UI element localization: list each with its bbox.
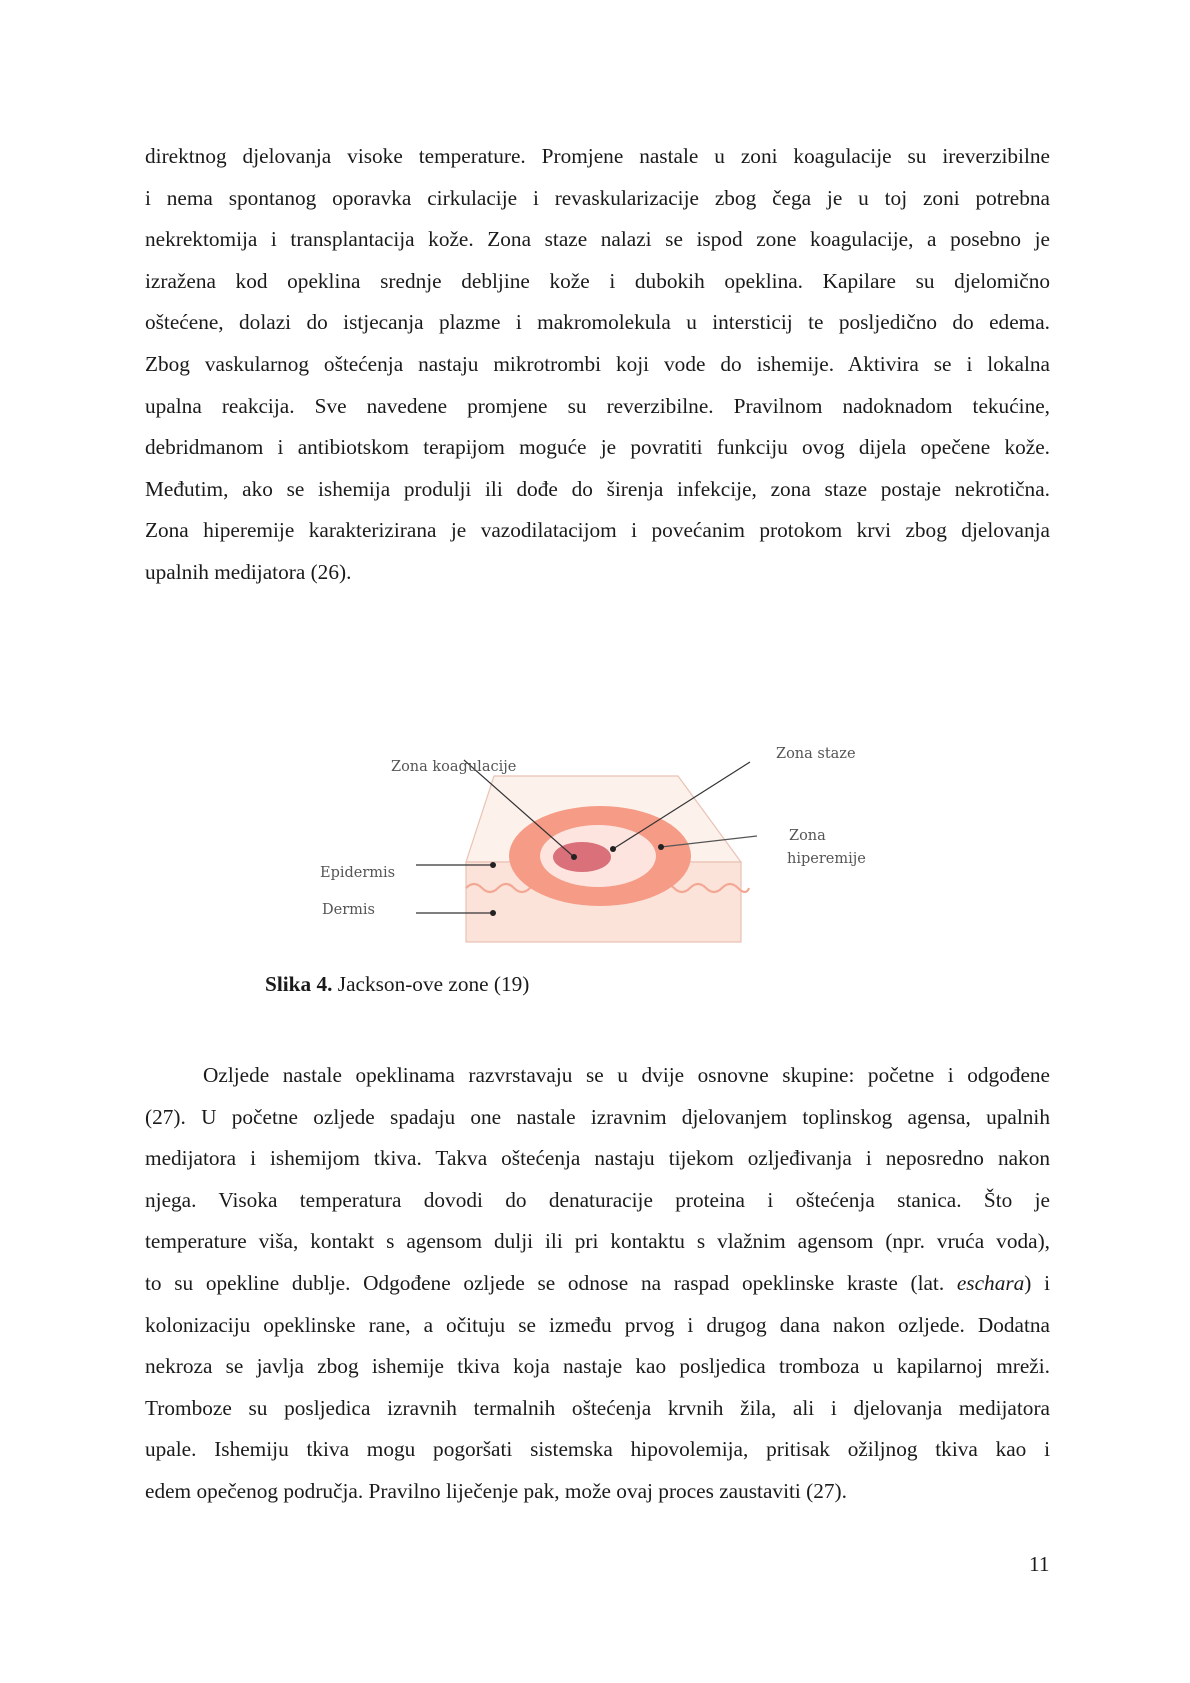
text-line: direktnog djelovanja visoke temperature. Promjene nastale u zoni koagulacije su ireverzibilne [145,144,1050,168]
latin-term: eschara [956,1270,1025,1295]
text-line: oštećene, dolazi do istjecanja plazme i makromolekula u intersticij te posljedično do edema. [145,310,1050,335]
pointer-dot [610,846,616,852]
text-line: izražena kod opeklina srednje debljine kože i dubokih opeklina. Kapilare su djelomično [145,268,1050,293]
label-zona-hiperemije-1: Zona [789,828,826,844]
paragraph-injuries [145,1055,1050,1513]
text-line: (27). U početne ozljede spadaju one nastale izravnim djelovanjem toplinskog agensa, upalnih [145,1104,1050,1129]
figure-caption [265,972,529,997]
caption-text: Jackson-ove zone (19) [332,972,530,996]
caption-number: Slika 4. [265,972,333,996]
text-line: upale. Ishemiju tkiva mogu pogoršati sistemska hipovolemija, pritisak ožiljnog tkiva kao i [145,1437,1050,1462]
text-line: edem opečenog područja. Pravilno liječenje pak, može ovaj proces zaustaviti (27). [145,1478,847,1503]
text-line: Međutim, ako se ishemija produlji ili dođe do širenja infekcije, zona staze postaje nekrotična. [145,476,1050,501]
pointer-dot [658,844,664,850]
label-zona-hiperemije-2: hiperemije [787,851,866,867]
text-line: Tromboze su posljedica izravnih termalnih oštećenja krvnih žila, ali i djelovanja medijatora [145,1395,1050,1420]
text-line: nekrektomija i transplantacija kože. Zona staze nalazi se ispod zone koagulacije, a posebno je [145,227,1050,252]
text-line: nekroza se javlja zbog ishemije tkiva koja nastaje kao posljedica tromboza u kapilarnoj mreži. [145,1354,1050,1379]
label-dermis: Dermis [322,902,375,918]
pointer-dot [571,854,577,860]
text-line: to su opekline dublje. Odgođene ozljede se odnose na raspad opeklinske kraste (lat. eschara) i [145,1270,1050,1295]
text-line: upalna reakcija. Sve navedene promjene su reverzibilne. Pravilnom nadoknadom tekućine, [145,393,1050,418]
text-line: njega. Visoka temperatura dovodi do denaturacije proteina i oštećenja stanica. Što je [145,1187,1050,1212]
page-number: 11 [1029,1552,1050,1576]
text-line: upalnih medijatora (26). [145,559,352,584]
text-line: Ozljede nastale opeklinama razvrstavaju se u dvije osnovne skupine: početne i odgođene [203,1063,1050,1087]
text-line: medijatora i ishemijom tkiva. Takva oštećenja nastaju tijekom ozljeđivanja i neposredno nakon [145,1146,1050,1171]
jackson-zones-figure [266,726,926,962]
text-line: Zona hiperemije karakterizirana je vazodilatacijom i povećanim protokom krvi zbog djelovanja [145,518,1050,543]
pointer-dot [490,910,496,916]
label-zona-koagulacije: Zona koagulacije [391,759,517,775]
pointer-dot [490,862,496,868]
text-line: temperature viša, kontakt s agensom dulji ili pri kontaktu s vlažnim agensom (npr. vruća voda), [145,1229,1050,1254]
text-line: i nema spontanog oporavka cirkulacije i revaskularizacije zbog čega je u toj zoni potrebna [145,185,1050,210]
text-line: Zbog vaskularnog oštećenja nastaju mikrotrombi koji vode do ishemije. Aktivira se i lokalna [145,351,1050,376]
label-zona-staze: Zona staze [776,746,856,762]
text-line: debridmanom i antibiotskom terapijom moguće je povratiti funkciju ovog dijela opečene kože. [145,435,1050,460]
text-line: kolonizaciju opeklinske rane, a očituju se između prvog i drugog dana nakon ozljede. Dodatna [145,1312,1050,1337]
paragraph-zones [145,136,1050,594]
label-epidermis: Epidermis [320,865,396,881]
